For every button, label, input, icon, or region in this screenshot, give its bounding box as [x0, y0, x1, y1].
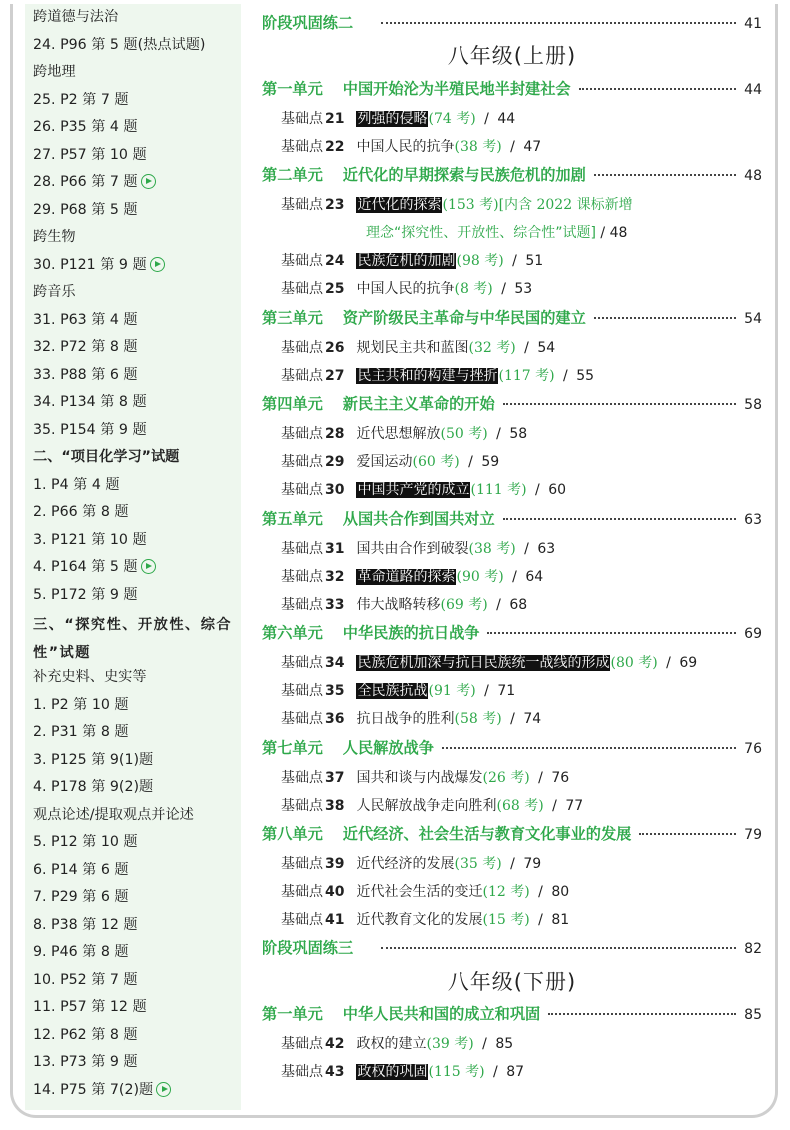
point-row[interactable] [281, 136, 541, 156]
sidebar-item [33, 943, 129, 961]
point-prefix: 基础点 [281, 856, 323, 872]
unit-row[interactable] [262, 737, 762, 758]
point-number: 30 [325, 482, 345, 498]
sidebar-item [33, 586, 138, 604]
leader-dots [442, 747, 736, 749]
point-title: 爱国运动 [356, 454, 413, 470]
page-number: 44 [744, 82, 762, 98]
point-prefix: 基础点 [281, 454, 323, 470]
point-number: 24 [325, 253, 345, 269]
sidebar-item [33, 1026, 138, 1044]
sidebar-item-text: 25. P2 第 7 题 [33, 92, 129, 108]
page-number: 48 [744, 168, 762, 184]
point-row[interactable] [281, 278, 532, 298]
page-number: 79 [523, 856, 542, 872]
unit-title: 资产阶级民主革命与中华民国的建立 [342, 309, 586, 327]
sidebar-item-text: 26. P35 第 4 题 [33, 119, 138, 135]
sidebar-item[interactable] [33, 256, 165, 274]
leader-dots [594, 174, 736, 176]
exam-count: (8 考) [454, 281, 493, 297]
point-row[interactable] [281, 194, 633, 214]
unit-title: 中华民族的抗日战争 [342, 624, 480, 642]
slash-separator: / [507, 569, 522, 585]
unit-row[interactable] [262, 393, 762, 414]
point-title: 近代化的探索 [357, 197, 442, 213]
point-number: 25 [325, 281, 345, 297]
unit-row[interactable] [262, 622, 762, 643]
sidebar-item [33, 448, 179, 466]
point-row[interactable] [281, 680, 515, 700]
page-number: 63 [537, 541, 556, 557]
point-row[interactable] [281, 423, 527, 443]
point-prefix: 基础点 [281, 426, 323, 442]
sidebar-item [33, 861, 129, 879]
unit-label: 第四单元 [262, 395, 323, 413]
sidebar-item-text: 12. P62 第 8 题 [33, 1027, 138, 1043]
sidebar-item-text: 10. P52 第 7 题 [33, 972, 138, 988]
leader-dots [579, 88, 737, 90]
sidebar-item-text: 29. P68 第 5 题 [33, 202, 138, 218]
exam-count: (74 考) [428, 111, 476, 127]
sidebar-item [33, 723, 129, 741]
unit-title: 中华人民共和国的成立和巩固 [342, 1005, 541, 1023]
point-prefix: 基础点 [281, 1036, 323, 1052]
slash-separator: / [463, 454, 478, 470]
point-number: 38 [325, 798, 345, 814]
sidebar-item-text: 9. P46 第 8 题 [33, 944, 129, 960]
slash-separator: / [507, 253, 522, 269]
sidebar-item-text: 跨地理 [33, 64, 76, 80]
unit-title: 从国共合作到国共对立 [342, 510, 495, 528]
sidebar-item [33, 503, 129, 521]
point-number: 28 [325, 426, 345, 442]
exam-count: (26 考) [482, 770, 530, 786]
point-title: 中国人民的抗争 [356, 281, 455, 297]
unit-title: 人民解放战争 [342, 739, 434, 757]
page-number: 44 [497, 111, 516, 127]
point-title: 民主共和的构建与挫折 [357, 368, 498, 384]
sidebar-item[interactable] [33, 173, 156, 191]
point-title: 政权的建立 [356, 1036, 427, 1052]
grade-heading: 八年级(下册) [447, 970, 577, 994]
unit-title: 中国开始沦为半殖民地半封建社会 [342, 80, 571, 98]
point-number: 33 [325, 597, 345, 613]
exam-count: (91 考) [428, 683, 476, 699]
exam-count: (68 考) [496, 798, 544, 814]
exam-count: (80 考) [610, 655, 658, 671]
point-row[interactable] [281, 566, 543, 586]
sidebar-item-text: 2. P31 第 8 题 [33, 724, 129, 740]
point-row[interactable] [281, 767, 569, 787]
point-prefix: 基础点 [281, 368, 323, 384]
point-row[interactable] [281, 909, 569, 929]
slash-separator: / [488, 1064, 503, 1080]
unit-label: 阶段巩固练三 [262, 939, 354, 957]
leader-dots [548, 1013, 736, 1015]
unit-label: 第五单元 [262, 510, 323, 528]
point-prefix: 基础点 [281, 770, 323, 786]
exam-count: (38 考) [468, 541, 516, 557]
page-number: 59 [481, 454, 500, 470]
slash-separator: / [491, 426, 506, 442]
continuation-text: 理念“探究性、开放性、综合性”试题] [366, 225, 596, 241]
sidebar-item [33, 833, 138, 851]
sidebar-item-text: 35. P154 第 9 题 [33, 422, 147, 438]
exam-count: (35 考) [454, 856, 502, 872]
sidebar-item-text: 28. P66 第 7 题 [33, 174, 138, 190]
point-number: 40 [325, 884, 345, 900]
unit-row[interactable] [262, 937, 762, 958]
point-title: 革命道路的探索 [357, 569, 456, 585]
exam-count: (60 考) [412, 454, 460, 470]
exam-count: (117 考) [498, 368, 555, 384]
page-number: 64 [525, 569, 544, 585]
point-title: 近代社会生活的变迁 [356, 884, 483, 900]
point-number: 41 [325, 912, 345, 928]
sidebar-item-text: 32. P72 第 8 题 [33, 339, 138, 355]
point-title: 人民解放战争走向胜利 [356, 798, 497, 814]
point-prefix: 基础点 [281, 253, 323, 269]
point-prefix: 基础点 [281, 281, 323, 297]
point-prefix: 基础点 [281, 597, 323, 613]
sidebar-item-text: 4. P178 第 9(2)题 [33, 779, 154, 795]
slash-separator: / [533, 912, 548, 928]
page-number: 76 [744, 741, 762, 757]
leader-dots [594, 317, 736, 319]
sidebar-item [33, 476, 120, 494]
sidebar-item-text: 6. P14 第 6 题 [33, 862, 129, 878]
slash-separator: / [519, 340, 534, 356]
exam-count: (58 考) [454, 711, 502, 727]
page-number: 82 [744, 941, 762, 957]
point-23-continuation: 理念“探究性、开放性、综合性”试题] / 48 [366, 225, 628, 241]
sidebar-item-text: 4. P164 第 5 题 [33, 559, 138, 575]
leader-dots [639, 833, 736, 835]
sidebar-item [33, 91, 129, 109]
point-number: 22 [325, 139, 345, 155]
sidebar-item-text: 2. P66 第 8 题 [33, 504, 129, 520]
point-title: 近代教育文化的发展 [356, 912, 483, 928]
point-prefix: 基础点 [281, 197, 323, 213]
exam-count: (115 考) [428, 1064, 485, 1080]
unit-label: 阶段巩固练二 [262, 14, 354, 32]
point-prefix: 基础点 [281, 111, 323, 127]
sidebar-item-text: 3. P125 第 9(1)题 [33, 752, 154, 768]
slash-separator: / [496, 281, 511, 297]
point-prefix: 基础点 [281, 683, 323, 699]
sidebar-item-text: 24. P96 第 5 题(热点试题) [33, 37, 206, 53]
unit-label: 第六单元 [262, 624, 323, 642]
exam-count: (69 考) [440, 597, 488, 613]
sidebar-item-text: 31. P63 第 4 题 [33, 312, 138, 328]
sidebar-item-text: 补充史料、史实等 [33, 669, 147, 685]
point-title: 民族危机加深与抗日民族统一战线的形成 [357, 655, 610, 671]
point-prefix: 基础点 [281, 482, 323, 498]
slash-separator: / [505, 856, 520, 872]
sidebar-item [33, 228, 76, 246]
point-prefix: 基础点 [281, 655, 323, 671]
point-row[interactable] [281, 1061, 524, 1081]
unit-label: 第一单元 [262, 1005, 323, 1023]
page-number: 63 [744, 512, 762, 528]
point-row[interactable] [281, 451, 499, 471]
page-number: 69 [744, 626, 762, 642]
point-prefix: 基础点 [281, 340, 323, 356]
unit-label: 第七单元 [262, 739, 323, 757]
exam-count: (12 考) [482, 884, 530, 900]
sidebar-item-text: 5. P172 第 9 题 [33, 587, 138, 603]
point-row[interactable] [281, 594, 527, 614]
page-number: 47 [523, 139, 542, 155]
unit-row[interactable] [262, 12, 762, 33]
sidebar-item [33, 393, 147, 411]
leader-dots [503, 518, 737, 520]
grade-heading: 八年级(上册) [447, 44, 577, 68]
page-number: 68 [509, 597, 528, 613]
sidebar-item [33, 998, 147, 1016]
sidebar-item [33, 778, 153, 796]
sidebar-item [33, 63, 76, 81]
sidebar-item-text: 27. P57 第 10 题 [33, 147, 147, 163]
sidebar-item-text: 11. P57 第 12 题 [33, 999, 147, 1015]
slash-separator: / [661, 655, 676, 671]
point-number: 32 [325, 569, 345, 585]
sidebar-item-text: 34. P134 第 8 题 [33, 394, 147, 410]
point-row[interactable] [281, 538, 555, 558]
exam-count: (153 考)[内含 2022 课标新增 [442, 197, 633, 213]
sidebar-item [33, 311, 138, 329]
sidebar-item [33, 916, 138, 934]
slash-separator: / [558, 368, 573, 384]
point-number: 27 [325, 368, 345, 384]
point-number: 29 [325, 454, 345, 470]
unit-label: 第八单元 [262, 825, 323, 843]
point-prefix: 基础点 [281, 884, 323, 900]
play-video-icon[interactable] [141, 174, 156, 189]
point-number: 43 [325, 1064, 345, 1080]
unit-title: 近代化的早期探索与民族危机的加剧 [342, 166, 586, 184]
sidebar-item [33, 366, 138, 384]
exam-count: (38 考) [454, 139, 502, 155]
point-title: 近代经济的发展 [356, 856, 455, 872]
point-number: 26 [325, 340, 345, 356]
sidebar-item [33, 338, 138, 356]
point-prefix: 基础点 [281, 798, 323, 814]
exam-count: (50 考) [440, 426, 488, 442]
sidebar-item-text: 1. P2 第 10 题 [33, 697, 129, 713]
page-number: 41 [744, 16, 762, 32]
point-row[interactable] [281, 250, 543, 270]
page-number: 71 [497, 683, 516, 699]
sidebar-item[interactable] [33, 1081, 171, 1099]
page-number: 80 [551, 884, 570, 900]
slash-separator: / [547, 798, 562, 814]
sidebar-item[interactable] [33, 558, 156, 576]
point-title: 列强的侵略 [357, 111, 428, 127]
slash-separator: / [533, 884, 548, 900]
exam-count: (111 考) [470, 482, 527, 498]
slash-separator: / [479, 111, 494, 127]
sidebar-item-text: 3. P121 第 10 题 [33, 532, 147, 548]
point-row[interactable] [281, 853, 541, 873]
sidebar-item [33, 668, 147, 686]
page-number: 58 [509, 426, 528, 442]
point-title: 国共和谈与内战爆发 [356, 770, 483, 786]
sidebar-item [33, 118, 138, 136]
sidebar-item [33, 36, 205, 54]
unit-row[interactable] [262, 307, 762, 328]
sidebar-item-text: 30. P121 第 9 题 [33, 257, 147, 273]
sidebar-item [33, 611, 238, 667]
slash-separator: / [519, 541, 534, 557]
point-number: 36 [325, 711, 345, 727]
point-number: 31 [325, 541, 345, 557]
page-number: 76 [551, 770, 570, 786]
page-number: 51 [525, 253, 544, 269]
sidebar-item-text: 二、“项目化学习”试题 [33, 449, 180, 465]
page-number: 74 [523, 711, 542, 727]
point-prefix: 基础点 [281, 541, 323, 557]
unit-row[interactable] [262, 164, 762, 185]
point-row[interactable] [281, 479, 566, 499]
point-prefix: 基础点 [281, 711, 323, 727]
page-number: 77 [565, 798, 584, 814]
sidebar-item-text: 8. P38 第 12 题 [33, 917, 138, 933]
unit-row[interactable] [262, 78, 762, 99]
exam-count: (32 考) [468, 340, 516, 356]
point-row[interactable] [281, 881, 569, 901]
sidebar-item-text: 三、“探究性、开放性、综合性”试题 [33, 617, 233, 661]
unit-title: 新民主主义革命的开始 [342, 395, 495, 413]
point-prefix: 基础点 [281, 569, 323, 585]
sidebar-item-text: 观点论述/提取观点并论述 [33, 807, 194, 823]
page-number: 60 [548, 482, 567, 498]
point-number: 34 [325, 655, 345, 671]
sidebar-item [33, 751, 153, 769]
unit-label: 第三单元 [262, 309, 323, 327]
point-title: 规划民主共和蓝图 [356, 340, 469, 356]
unit-row[interactable] [262, 508, 762, 529]
point-number: 37 [325, 770, 345, 786]
point-row[interactable] [281, 795, 583, 815]
point-number: 23 [325, 197, 345, 213]
slash-separator: / [491, 597, 506, 613]
point-row[interactable] [281, 708, 541, 728]
continuation-page: 48 [609, 225, 628, 241]
page-number: 85 [495, 1036, 514, 1052]
exam-count: (90 考) [456, 569, 504, 585]
point-title: 伟大战略转移 [356, 597, 441, 613]
sidebar-item-text: 1. P4 第 4 题 [33, 477, 120, 493]
play-video-icon[interactable] [150, 257, 165, 272]
unit-label: 第二单元 [262, 166, 323, 184]
exam-count: (98 考) [456, 253, 504, 269]
sidebar-item [33, 201, 138, 219]
sidebar-item [33, 146, 147, 164]
sidebar-item-text: 跨生物 [33, 229, 76, 245]
slash-separator: / [530, 482, 545, 498]
leader-dots [487, 632, 736, 634]
point-prefix: 基础点 [281, 912, 323, 928]
point-title: 全民族抗战 [357, 683, 428, 699]
page-number: 55 [576, 368, 595, 384]
exam-count: (15 考) [482, 912, 530, 928]
slash-separator: / [479, 683, 494, 699]
point-row[interactable] [281, 108, 515, 128]
point-number: 39 [325, 856, 345, 872]
exam-count: (39 考) [426, 1036, 474, 1052]
sidebar-item [33, 888, 129, 906]
point-number: 35 [325, 683, 345, 699]
page-number: 54 [744, 311, 762, 327]
sidebar-item-text: 跨音乐 [33, 284, 76, 300]
page-number: 53 [514, 281, 533, 297]
play-video-icon[interactable] [141, 559, 156, 574]
page-number: 79 [744, 827, 762, 843]
point-title: 近代思想解放 [356, 426, 441, 442]
point-title: 抗日战争的胜利 [356, 711, 455, 727]
sidebar-item [33, 8, 118, 26]
sidebar-item [33, 421, 147, 439]
point-title: 民族危机的加剧 [357, 253, 456, 269]
sidebar-item-text: 33. P88 第 6 题 [33, 367, 138, 383]
slash-separator: / [505, 711, 520, 727]
unit-label: 第一单元 [262, 80, 323, 98]
leader-dots [381, 22, 736, 24]
sidebar-item [33, 283, 76, 301]
sidebar-item [33, 971, 138, 989]
sidebar-item-text: 14. P75 第 7(2)题 [33, 1082, 154, 1098]
sidebar-item-text: 5. P12 第 10 题 [33, 834, 138, 850]
point-prefix: 基础点 [281, 1064, 323, 1080]
page-number: 69 [679, 655, 698, 671]
page-number: 87 [506, 1064, 525, 1080]
sidebar-item-text: 13. P73 第 9 题 [33, 1054, 138, 1070]
leader-dots [381, 947, 736, 949]
point-row[interactable] [281, 1033, 513, 1053]
unit-row[interactable] [262, 1003, 762, 1024]
sidebar-item [33, 1053, 138, 1071]
page-number: 58 [744, 397, 762, 413]
slash-separator: / [505, 139, 520, 155]
point-title: 中国人民的抗争 [356, 139, 455, 155]
slash-separator: / [533, 770, 548, 786]
page-number: 85 [744, 1007, 762, 1023]
point-title: 中国共产党的成立 [357, 482, 470, 498]
sidebar-item [33, 696, 129, 714]
leader-dots [503, 403, 737, 405]
point-number: 42 [325, 1036, 345, 1052]
sidebar-item [33, 806, 194, 824]
page-number: 54 [537, 340, 556, 356]
point-row[interactable] [281, 652, 697, 672]
unit-title: 近代经济、社会生活与教育文化事业的发展 [342, 825, 632, 843]
page-number: 81 [551, 912, 570, 928]
slash-separator: / [477, 1036, 492, 1052]
sidebar-item [33, 531, 147, 549]
point-prefix: 基础点 [281, 139, 323, 155]
point-row[interactable] [281, 365, 594, 385]
point-number: 21 [325, 111, 345, 127]
sidebar-item-text: 跨道德与法治 [33, 9, 119, 25]
point-title: 国共由合作到破裂 [356, 541, 469, 557]
point-title: 政权的巩固 [357, 1064, 428, 1080]
sidebar-item-text: 7. P29 第 6 题 [33, 889, 129, 905]
unit-row[interactable] [262, 823, 762, 844]
play-video-icon[interactable] [156, 1082, 171, 1097]
point-row[interactable] [281, 337, 555, 357]
